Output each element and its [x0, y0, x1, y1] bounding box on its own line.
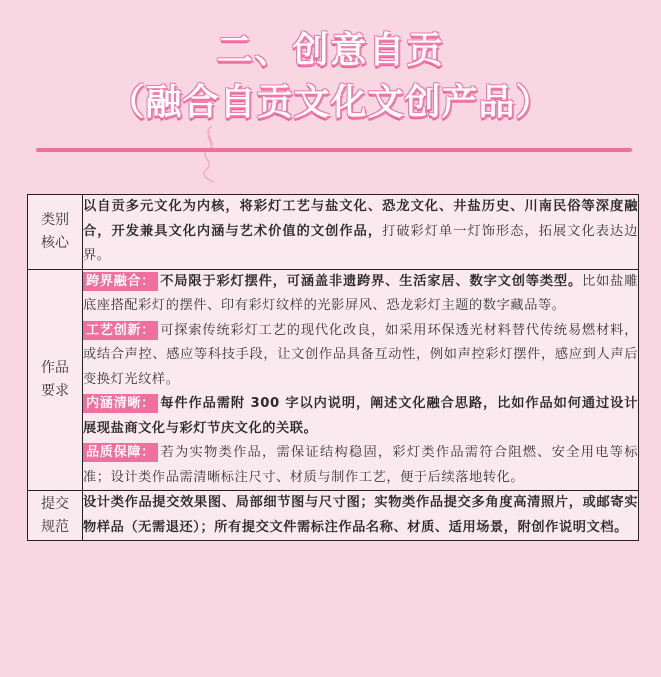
page-subtitle: （融合自贡文化文创产品） [108, 82, 553, 123]
emphasis-text: 以自贡多元文化为内核，将彩灯工艺与盐文化、恐龙文化、井盐历史、川南民俗等深度融合，开发兼具文化内涵与艺术价值的文创作品， [83, 199, 638, 239]
body-text: 打破彩灯单一灯饰形态，拓展文化表达边界。 [83, 223, 638, 263]
title-divider [36, 148, 632, 152]
content-paragraph [83, 319, 638, 393]
page-title: 二、创意自贡 [216, 30, 445, 71]
content-paragraph [83, 441, 638, 490]
section-tag: 内涵清晰： [83, 394, 158, 413]
body-text: 可探索传统彩灯工艺的现代化改良，如采用环保透光材料替代传统易燃材料，或结合声控、感应等科技手段，让文创作品具备互动性，例如声控彩灯摆件，感应到人声后变换灯光纹样。 [83, 322, 638, 387]
table-row [28, 269, 639, 491]
section-tag: 工艺创新： [83, 321, 158, 340]
row-label-line: 要求 [41, 382, 69, 399]
emphasis-text: 每件作品需附 300 字以内说明，阐述文化融合思路，比如作品如何通过设计展现盐商文化与彩灯节庆文化的关联。 [83, 396, 638, 436]
ribbon-swirl-icon [190, 124, 230, 184]
row-label [28, 195, 83, 270]
content-paragraph [83, 491, 638, 540]
row-label-line: 作品 [41, 359, 69, 376]
content-paragraph [83, 392, 638, 441]
row-content [83, 491, 639, 541]
row-label-line: 规范 [41, 518, 69, 535]
content-paragraph [83, 270, 638, 319]
row-label-line: 类别 [41, 211, 69, 228]
body-text: 若为实物类作品，需保证结构稳固，彩灯类作品需符合阻燃、安全用电等标准；设计类作品需清晰标注尺寸、材质与制作工艺，便于后续落地转化。 [83, 445, 638, 485]
emphasis-text: 不局限于彩灯摆件，可涵盖非遗跨界、生活家居、数字文创等类型。 [159, 273, 583, 289]
row-label [28, 269, 83, 491]
row-content [83, 195, 639, 270]
table-row [28, 195, 639, 270]
body-text: 比如盐雕底座搭配彩灯的摆件、印有彩灯纹样的光影屏风、恐龙彩灯主题的数字藏品等。 [83, 273, 639, 313]
row-content [83, 269, 639, 491]
title-banner [0, 0, 661, 175]
content-paragraph [83, 195, 638, 269]
section-tag: 跨界融合： [83, 272, 158, 291]
section-tag: 品质保障： [83, 443, 158, 462]
table-row [28, 491, 639, 541]
row-label [28, 491, 83, 541]
info-table [27, 194, 639, 541]
row-label-line: 提交 [41, 495, 69, 512]
row-label-line: 核心 [41, 234, 69, 251]
emphasis-text: 设计类作品提交效果图、局部细节图与尺寸图；实物类作品提交多角度高清照片，或邮寄实物样品（无需退还）；所有提交文件需标注作品名称、材质、适用场景，附创作说明文档。 [83, 495, 638, 535]
